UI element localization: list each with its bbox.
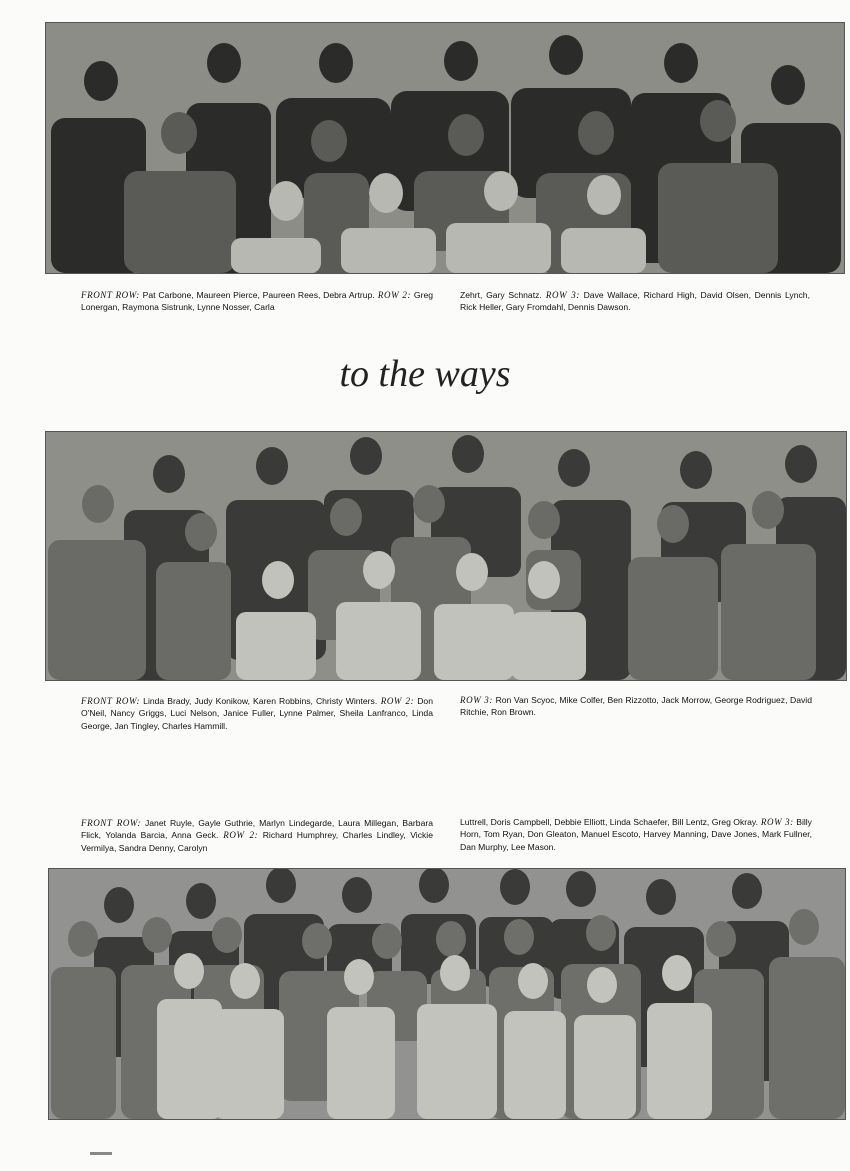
row2-label: ROW 2: bbox=[377, 696, 415, 706]
row3-names: Ron Van Scyoc, Mike Colfer, Ben Rizzotto, Jack Morrow, George Rodriguez, David Ritchie, Ron Brown. bbox=[460, 695, 812, 718]
photo-figures bbox=[46, 432, 846, 680]
class-photo-top bbox=[45, 22, 845, 274]
front-row-label: FRONT ROW: bbox=[81, 290, 140, 300]
row2-names-continued: Luttrell, Doris Campbell, Debbie Elliott, Linda Schaefer, Bill Lentz, Greg Okray. bbox=[460, 817, 758, 827]
front-row-names: Janet Ruyle, Gayle Guthrie, Marlyn Lindegarde, Laura Millegan, Barbara Flick, Yolanda Barcia, Anna Geck. bbox=[81, 818, 433, 841]
page-mark bbox=[90, 1152, 112, 1155]
photo-figures bbox=[49, 869, 845, 1119]
caption-photo-bottom-left bbox=[81, 817, 433, 854]
caption-photo-top-left bbox=[81, 289, 433, 314]
row2-names: Don O'Neil, Nancy Griggs, Luci Nelson, Janice Fuller, Lynne Palmer, Sheila Lanfranco, Linda George, Jan Tingley, Charles Hammill. bbox=[81, 696, 433, 731]
class-photo-middle bbox=[45, 431, 847, 681]
row3-label: ROW 3: bbox=[541, 290, 580, 300]
page-headline: to the ways bbox=[339, 353, 511, 395]
front-row-names: Pat Carbone, Maureen Pierce, Paureen Rees, Debra Artrup. bbox=[139, 290, 375, 300]
front-row-label: FRONT ROW: bbox=[81, 696, 141, 706]
class-photo-bottom bbox=[48, 868, 846, 1120]
caption-photo-top-right bbox=[460, 289, 810, 314]
row3-names: Billy Horn, Tom Ryan, Don Gleaton, Manuel Escoto, Harvey Manning, Dave Jones, Mark Fullner, Dan Murphy, Lee Mason. bbox=[460, 817, 812, 852]
row2-label: ROW 2: bbox=[374, 290, 412, 300]
row2-names: Greg Lonergan, Raymona Sistrunk, Lynne Nosser, Carla bbox=[81, 290, 434, 313]
caption-photo-middle-right bbox=[460, 694, 812, 719]
caption-photo-middle-left bbox=[81, 695, 433, 732]
row2-names-continued: Zehrt, Gary Schnatz. bbox=[460, 290, 542, 300]
photo-figures bbox=[46, 23, 844, 273]
row2-label: ROW 2: bbox=[218, 830, 259, 841]
front-row-label: FRONT ROW: bbox=[81, 818, 142, 828]
row3-label: ROW 3: bbox=[757, 817, 794, 827]
row2-names: Richard Humphrey, Charles Lindley, Vickie Vermilya, Sandra Denny, Carolyn bbox=[81, 830, 433, 853]
row3-names: Dave Wallace, Richard High, David Olsen, Dennis Lynch, Rick Heller, Gary Fromdahl, Dennis Dawson. bbox=[460, 290, 810, 313]
front-row-names: Linda Brady, Judy Konikow, Karen Robbins, Christy Winters. bbox=[140, 696, 378, 706]
row3-label: ROW 3: bbox=[460, 695, 494, 705]
caption-photo-bottom-right bbox=[460, 816, 812, 853]
